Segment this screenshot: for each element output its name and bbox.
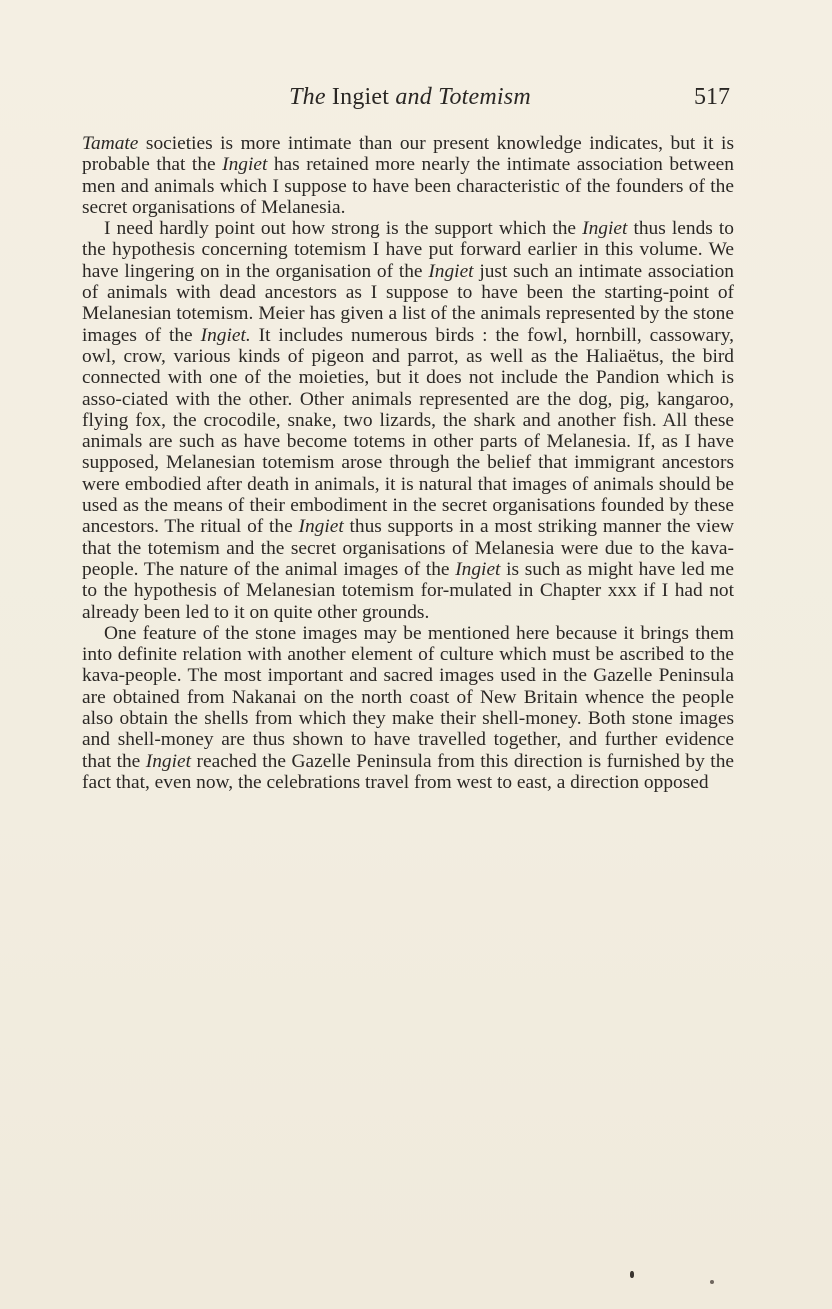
title-word-ingiet: Ingiet <box>331 84 390 110</box>
page-number: 517 <box>694 84 730 110</box>
title-word-the: The <box>289 84 326 110</box>
ink-speck <box>710 1280 714 1284</box>
text-run: just such an intimate association of animals with dead ancestors as I suppose to have been the starting-point of Melanesian totemism. Meier has given a list of the animals represented by the stone images of the <box>82 260 734 346</box>
italic-term: Ingiet <box>582 218 628 240</box>
paragraph <box>82 623 734 793</box>
italic-term: Ingiet <box>428 260 474 282</box>
text-run: is such as might have led me to the hypothesis of Melanesian totemism for-mulated in Chapter xxx if I had not already been led to it on quite other grounds. <box>82 558 734 623</box>
text-run: It includes numerous birds : the fowl, hornbill, cassowary, owl, crow, various kinds of pigeon and parrot, as well as the Haliaëtus, the bird connected with one of the moieties, but it does not include the Pandion which is asso-ciated with the other. Other animals represented are the dog, pig, kangaroo, flying fox, the crocodile, snake, two lizards, the shark and another fish. All these animals are such as have become totems in other parts of Melanesia. If, as I have supposed, Melanesian totemism arose through the belief that immigrant ancestors were embodied after death in animals, it is natural that images of animals should be used as the means of their embodiment in the secret organisations founded by these ancestors. The ritual of the <box>82 324 734 538</box>
italic-term: Ingiet <box>222 154 268 176</box>
paragraph <box>82 133 734 218</box>
italic-term: Ingiet <box>145 750 192 772</box>
text-run: reached the Gazelle Peninsula from this direction is furnished by the fact that, even now, the celebrations travel from west to east, a direction opposed <box>82 750 734 793</box>
paragraph <box>82 218 734 623</box>
running-title <box>82 84 738 111</box>
italic-term: Ingiet <box>298 516 344 538</box>
title-word-totemism: Totemism <box>438 84 531 110</box>
text-run: One feature of the stone images may be mentioned here because it brings them into definite relation with another element of culture which must be ascribed to the kava-people. The most important and sacred images used in the Gazelle Peninsula are obtained from Nakanai on the north coast of New Britain whence the people also obtain the shells from which they make their shell-money. Both stone images and shell-money are thus shown to have travelled together, and further evidence that the <box>82 622 734 772</box>
italic-term: Tamate <box>82 133 139 154</box>
ink-speck <box>630 1271 634 1278</box>
body-text <box>82 133 734 793</box>
italic-term: Ingiet <box>455 558 501 580</box>
title-word-and: and <box>395 84 432 110</box>
italic-term: Ingiet. <box>200 324 251 346</box>
running-header <box>82 84 738 120</box>
text-run: thus supports in a most striking manner the view that the totemism and the secret organisations of Melanesia were due to the kava-people. The nature of the animal images of the <box>82 516 734 580</box>
text-run: has retained more nearly the intimate association between men and animals which I suppose to have been characteristic of the founders of the secret organisations of Melanesia. <box>82 154 734 218</box>
text-run: thus lends to the hypothesis concerning totemism I have put forward earlier in this volume. We have lingering on in the organisation of the <box>82 218 734 282</box>
text-run: I need hardly point out how strong is the support which the <box>104 218 583 240</box>
text-run: societies is more intimate than our present knowledge indicates, but it is probable that the <box>82 133 734 176</box>
